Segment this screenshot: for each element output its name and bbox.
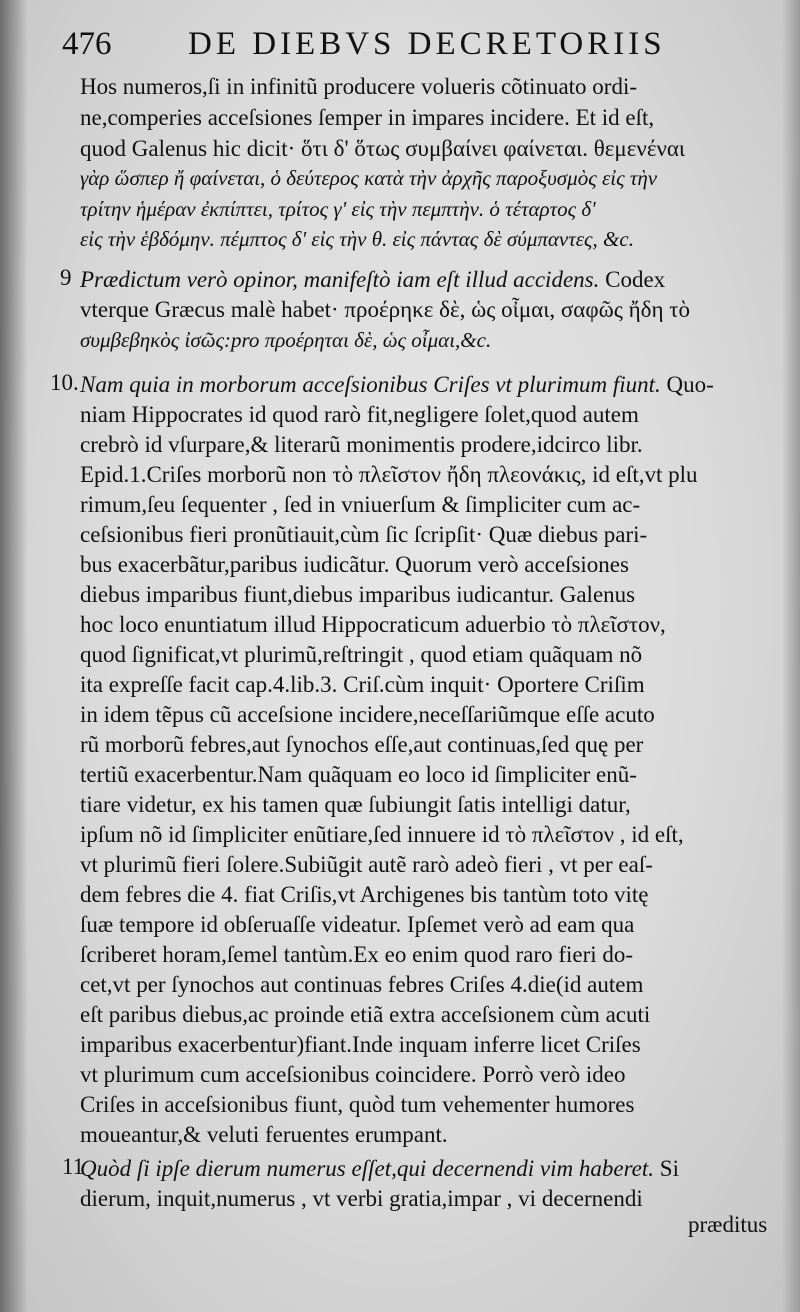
greek-line: γὰρ ὥσπερ ἤ φαίνεται, ὁ δεύτερος κατὰ τὴν ἀρχῆς παροξυσμὸς εἰς τὴν bbox=[80, 166, 658, 190]
note-line: diebus imparibus fiunt,diebus imparibus iudicantur. Galenus bbox=[80, 582, 636, 607]
note-line: ipſum nõ id ſimpliciter enũtiare,ſed innuere id τὸ πλεῖστον , id eſt, bbox=[80, 822, 684, 847]
note-line: tertiũ exacerbentur.Nam quãquam eo loco id ſimpliciter enũ- bbox=[80, 762, 637, 787]
note-line bbox=[80, 295, 770, 325]
note-number: 11 bbox=[62, 1154, 85, 1179]
note-text: Quo- bbox=[660, 372, 714, 397]
note-line: crebrò id vſurpare,& literarũ monimentis prodere,idcirco libr. bbox=[80, 432, 643, 457]
note-text: vterque Græcus malè habet· προέρηκε δὲ, ὡς οἶμαι, σαφῶς ἤδη τὸ bbox=[80, 297, 691, 322]
note-line: vt plurimũ fieri ſolere.Subiũgit autẽ rarò adeò fieri , vt per eaſ- bbox=[80, 852, 653, 877]
note-line: ſcriberet horam,ſemel tantùm.Ex eo enim quod raro fieri do- bbox=[80, 942, 634, 967]
note-line: Epid.1.Criſes morborũ non τὸ πλεῖστον ἤδη πλεονάκις, id eſt,vt plu bbox=[80, 462, 698, 487]
note-line bbox=[80, 325, 770, 355]
note-line: tiare videtur, ex his tamen quæ ſubiungit ſatis intelligi datur, bbox=[80, 792, 631, 817]
note-line bbox=[80, 370, 770, 400]
greek-line: τρίτην ἡμέραν ἐκπίπτει, τρίτος γ' εἰς τὴν πεμπτὴν. ὁ τέταρτος δ' bbox=[80, 197, 596, 221]
note-text: Si bbox=[654, 1156, 679, 1181]
text-line: ne,comperies acceſsiones ſemper in impares incidere. Et id eſt, bbox=[80, 105, 655, 130]
note-line: in idem tẽpus cũ acceſsione incidere,neceſſariũmque eſſe acuto bbox=[80, 702, 655, 727]
text-line: Hos numeros,ſi in infinitũ producere volueris cõtinuato ordi- bbox=[80, 74, 637, 99]
note-line: eſt paribus diebus,ac proinde etiã extra acceſsionem cùm acuti bbox=[80, 1002, 651, 1027]
note-line: imparibus exacerbentur)fiant.Inde inquam inferre licet Criſes bbox=[80, 1032, 641, 1057]
lemma: Prædictum verò opinor, manifeſtò iam eſt illud accidens. bbox=[80, 267, 600, 292]
note-line: vt plurimum cum acceſsionibus coincidere. Porrò verò ideo bbox=[80, 1062, 626, 1087]
page-header bbox=[62, 26, 762, 70]
note-line: ceſsionibus fieri pronũtiauit,cùm ſic ſcripſit· Quæ diebus pari- bbox=[80, 522, 648, 547]
note-text: Codex bbox=[599, 267, 666, 292]
note-line: bus exacerbãtur,paribus iudicãtur. Quorum verò acceſsiones bbox=[80, 552, 629, 577]
note-text: συμβεβηκὸς ἰσῶς:pro προέρηται δὲ, ὡς οἶμαι,&c. bbox=[80, 328, 492, 352]
greek-line: εἰς τὴν ἑβδόμην. πέμπτος δ' εἰς τὴν θ. εἰς πάντας δὲ σύμπαντες, &c. bbox=[80, 227, 634, 251]
page-number: 476 bbox=[62, 26, 112, 62]
note-number: 9 bbox=[60, 265, 72, 290]
catchword: præditus bbox=[688, 1212, 768, 1237]
note-line: hoc loco enuntiatum illud Hippocraticum aduerbio τὸ πλεῖστον, bbox=[80, 612, 666, 637]
lemma: Nam quia in morborum acceſsionibus Criſes vt plurimum fiunt. bbox=[80, 372, 661, 397]
text-line: quod Galenus hic dicit· ὅτι δ' ὅτως συμβαίνει φαίνεται. θεμενέναι bbox=[80, 136, 686, 161]
note-line: moueantur,& veluti feruentes erumpant. bbox=[80, 1122, 448, 1147]
note-line: ita expreſſe facit cap.4.lib.3. Criſ.cùm inquit· Oportere Criſim bbox=[80, 672, 645, 697]
note-line: niam Hippocrates id quod rarò fit,negligere ſolet,quod autem bbox=[80, 402, 639, 427]
note-number: 10. bbox=[50, 370, 79, 395]
note-line: quod ſignificat,vt plurimũ,reſtringit , quod etiam quãquam nõ bbox=[80, 642, 643, 667]
note-line: rimum,ſeu ſequenter , ſed in vniuerſum & ſimpliciter cum ac- bbox=[80, 492, 641, 517]
note-line: cet,vt per ſynochos aut continuas febres Criſes 4.die(id autem bbox=[80, 972, 644, 997]
note-line bbox=[80, 265, 770, 295]
note-line: rũ morborũ febres,aut ſynochos eſſe,aut continuas,ſed quę per bbox=[80, 732, 644, 757]
note-line bbox=[80, 1154, 770, 1184]
note-line: dem febres die 4. fiat Criſis,vt Archigenes bis tantùm toto vitę bbox=[80, 882, 649, 907]
note-line: ſuæ tempore id obſeruaſſe videatur. Ipſemet verò ad eam qua bbox=[80, 912, 635, 937]
lemma: Quòd ſi ipſe dierum numerus eſſet,qui decernendi vim haberet. bbox=[80, 1156, 655, 1181]
note-line: dierum, inquit,numerus , vt verbi gratia,impar , vi decernendi bbox=[80, 1186, 643, 1211]
note-line: Criſes in acceſsionibus fiunt, quòd tum vehementer humores bbox=[80, 1092, 635, 1117]
running-title: DE DIEBVS DECRETORIIS bbox=[188, 26, 666, 62]
